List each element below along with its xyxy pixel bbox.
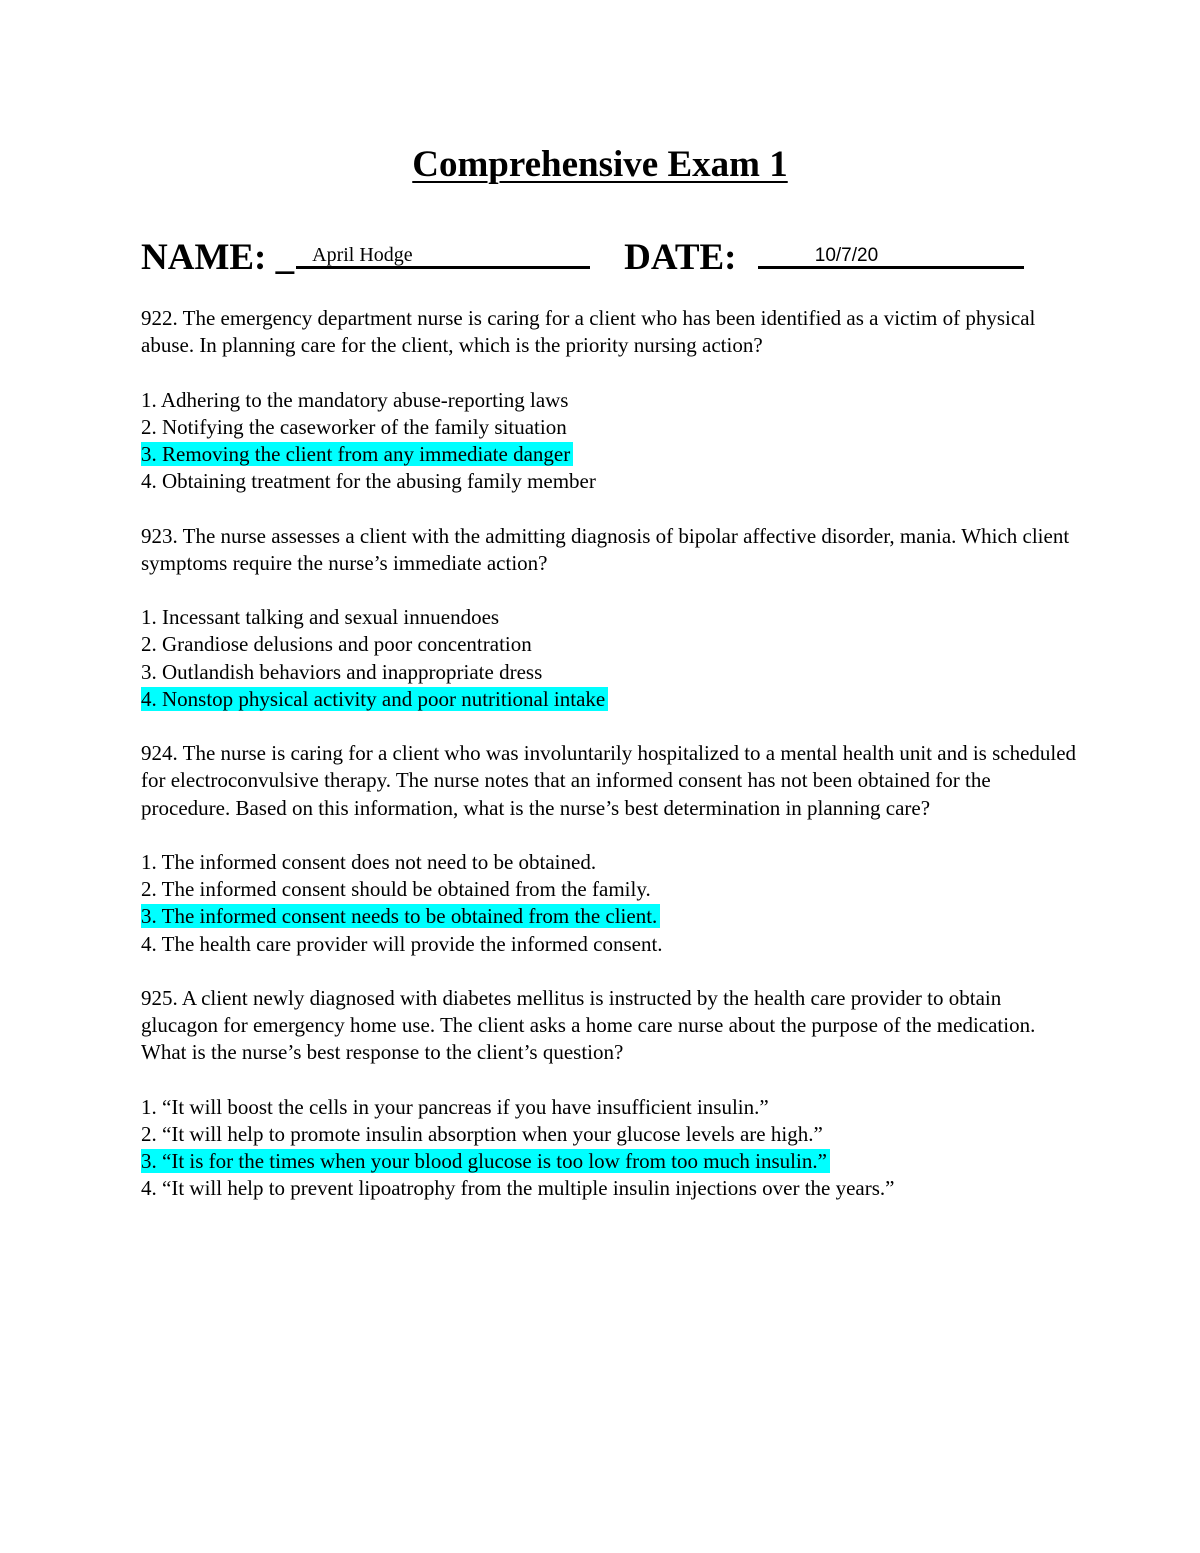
answer-option-highlighted: [141, 903, 1081, 930]
question-922: [141, 305, 1081, 495]
questions-list: [141, 305, 1081, 1230]
answer-option-text: 3. Outlandish behaviors and inappropriate dress: [141, 659, 543, 684]
answer-option-text: 3. Removing the client from any immediate danger: [141, 442, 573, 466]
answer-option-text: 1. The informed consent does not need to be obtained.: [141, 849, 597, 874]
question-923: [141, 523, 1081, 713]
answer-option-text: 2. “It will help to promote insulin absorption when your glucose levels are high.”: [141, 1121, 823, 1146]
answer-option-text: 4. Nonstop physical activity and poor nutritional intake: [141, 687, 608, 711]
question-text: 924. The nurse is caring for a client who was involuntarily hospitalized to a mental health unit and is scheduled for electroconvulsive therapy. The nurse notes that an informed consent has not been obtained for the procedure. Based on this information, what is the nurse’s best determination in planning care?: [141, 741, 1077, 820]
answer-option: [141, 1094, 1081, 1121]
question-924: [141, 740, 1081, 958]
answer-option: [141, 1121, 1081, 1148]
name-date-line: [141, 232, 1081, 282]
answer-option: [141, 659, 1081, 686]
question-text: 925. A client newly diagnosed with diabetes mellitus is instructed by the health care provider to obtain glucagon for emergency home use. The client asks a home care nurse about the purpose of the medication. What is the nurse’s best response to the client’s question?: [141, 985, 1036, 1065]
name-field: [296, 232, 590, 269]
answer-option: [141, 931, 1081, 958]
answer-option-text: 4. Obtaining treatment for the abusing family member: [141, 469, 596, 494]
answer-option-highlighted: [141, 1148, 1081, 1175]
question-text: 923. The nurse assesses a client with the admitting diagnosis of bipolar affective disorder, mania. Which client symptoms require the nurse’s immediate action?: [141, 523, 1070, 575]
answer-option: [141, 387, 1081, 414]
answer-option: [141, 876, 1081, 903]
answer-option-text: 3. “It is for the times when your blood glucose is too low from too much insulin.”: [141, 1149, 830, 1173]
answer-option: [141, 631, 1081, 658]
answer-option: [141, 604, 1081, 631]
date-field: [758, 232, 1024, 269]
name-value: April Hodge: [312, 244, 413, 266]
answer-option-highlighted: [141, 441, 1081, 468]
question-925: [141, 985, 1081, 1203]
answer-option-text: 3. The informed consent needs to be obtained from the client.: [141, 904, 660, 928]
answer-option-text: 4. The health care provider will provide the informed consent.: [141, 931, 663, 956]
date-label: DATE:: [624, 237, 746, 278]
name-label: NAME: _: [141, 237, 295, 278]
answer-option-text: 2. Grandiose delusions and poor concentration: [141, 632, 532, 657]
answer-options: [141, 604, 1081, 713]
answer-option-text: 1. Adhering to the mandatory abuse-reporting laws: [141, 387, 569, 412]
answer-options: [141, 849, 1081, 958]
answer-option-text: 1. Incessant talking and sexual innuendoes: [141, 605, 500, 630]
question-text: 922. The emergency department nurse is caring for a client who has been identified as a victim of physical abuse. In planning care for the client, which is the priority nursing action?: [141, 306, 1036, 358]
answer-option: [141, 1175, 1081, 1202]
answer-option-text: 4. “It will help to prevent lipoatrophy from the multiple insulin injections over the years.”: [141, 1176, 895, 1201]
page-title: [0, 142, 1200, 188]
answer-option: [141, 468, 1081, 495]
answer-options: [141, 1094, 1081, 1203]
answer-options: [141, 387, 1081, 496]
answer-option: [141, 849, 1081, 876]
answer-option-text: 2. Notifying the caseworker of the family situation: [141, 414, 567, 439]
page-title-text: Comprehensive Exam 1: [412, 144, 788, 185]
answer-option-text: 2. The informed consent should be obtained from the family.: [141, 877, 651, 902]
answer-option-text: 1. “It will boost the cells in your pancreas if you have insufficient insulin.”: [141, 1094, 769, 1119]
date-value: 10/7/20: [814, 245, 879, 266]
answer-option: [141, 414, 1081, 441]
answer-option-highlighted: [141, 686, 1081, 713]
